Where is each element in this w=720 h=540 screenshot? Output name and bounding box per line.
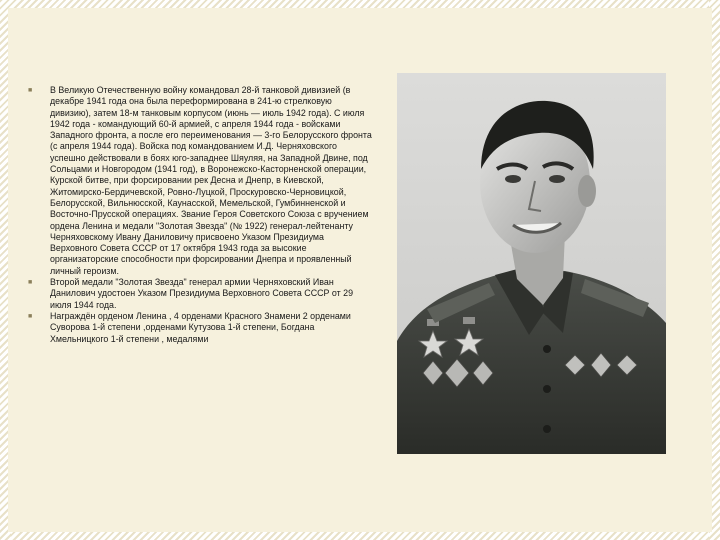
bullet-item: [28, 85, 373, 277]
portrait-photo: [397, 73, 666, 454]
bullet-marker-icon: ■: [28, 312, 33, 320]
bullet-text: Второй медали "Золотая Звезда" генерал армии Черняховский Иван Данилович удостоен Указом Президиума Верховного Совета СССР от 29 июля 1944 года.: [50, 277, 354, 310]
bullet-item: [28, 311, 373, 345]
bullet-text: Награждён орденом Ленина , 4 орденами Красного Знамени 2 орденами Суворова 1-й степени ,орденами Кутузова 1-й степени, Богдана Хмельницкого 1-й степени , медалями: [50, 310, 351, 344]
bullet-list: [28, 85, 373, 345]
bullet-text: В Великую Отечественную войну командовал 28-й танковой дивизией (в декабре 1941 года она была переформирована в 241-ю стрелковую дивизию), затем 18-м танковым корпусом (июнь — июль 1942 года). С июля 1942 года - командующий 60-й армией, с апреля 1944 года - войсками Западного фронта, а после его переименования — 3-го Белорусского фронта (с апреля 1944 года). Войска под командованием И.Д. Черняховского успешно действовали в боях юго-западнее Шяуляя, на Западной Двине, под Сольцами и Новгородом (1941 год), в Воронежско-Касторненской операции, Курской битве, при форсировании рек Десна и Днепр, в Киевской, Житомирско-Бердичевской, Ровно-Луцкой, Проскуровско-Черновицкой, Белорусской, Вильнюсской, Каунасской, Мемельской, Гумбинненской и Восточно-Прусской операциях. Звание Героя Советского Союза с вручением ордена Ленина и медали "Золотая Звезда" (№ 1922) генерал-лейтенанту Черняховскому Ивану Даниловичу присвоено Указом Президиума Верховного Совета СССР от 17 октября 1943 года за высокие организаторские способности при форсировании Днепра и проявленный личный героизм.: [50, 85, 372, 276]
decorative-border-bottom: [0, 531, 720, 540]
bullet-marker-icon: ■: [28, 279, 33, 287]
bullet-marker-icon: ■: [28, 87, 33, 94]
portrait-illustration: [397, 73, 666, 454]
bullet-item: [28, 277, 373, 311]
